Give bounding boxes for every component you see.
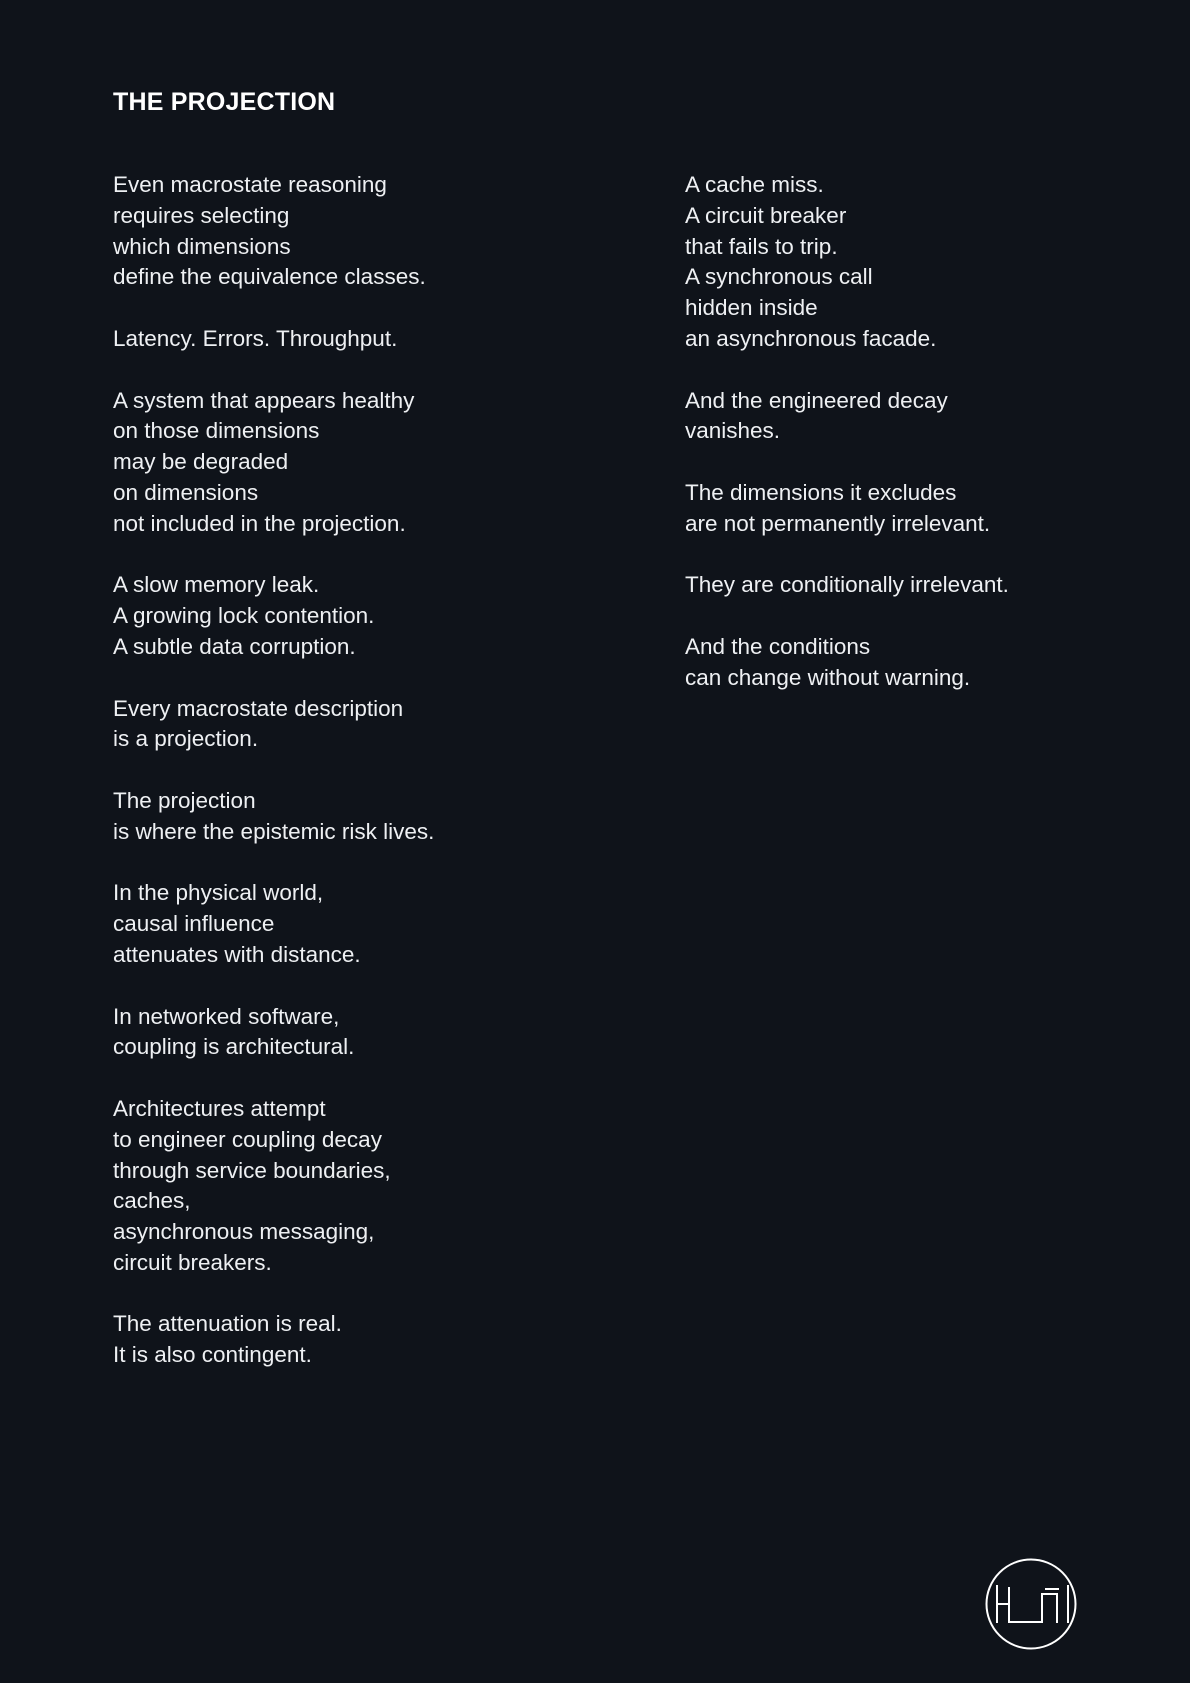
stanza [685,632,1165,694]
verse-line: an asynchronous facade. [685,325,937,351]
verse-line: hidden inside [685,295,818,321]
stanza [113,1002,593,1064]
verse-line: is a projection. [113,726,259,752]
verse-line: on those dimensions [113,418,320,444]
verse-line: A synchronous call [685,264,873,290]
stanza [113,170,593,293]
stanza [113,570,593,662]
stanza [113,324,593,355]
stanza [113,786,593,848]
verse-line: A slow memory leak. [113,572,320,598]
stanza [113,1309,593,1371]
verse-line: vanishes. [685,418,781,444]
verse-line: In the physical world, [113,880,324,906]
verse-line: that fails to trip. [685,233,838,259]
verse-line: define the equivalence classes. [113,264,426,290]
verse-line: The dimensions it excludes [685,479,957,505]
stanza [685,570,1165,601]
verse-line: It is also contingent. [113,1342,312,1368]
stanza [685,478,1165,540]
verse-line: caches, [113,1188,191,1214]
verse-line: can change without warning. [685,664,971,690]
verse-line: coupling is architectural. [113,1034,355,1060]
verse-line: They are conditionally irrelevant. [685,572,1009,598]
verse-line: to engineer coupling decay [113,1126,382,1152]
verse-line: And the engineered decay [685,387,948,413]
verse-line: which dimensions [113,233,291,259]
verse-line: requires selecting [113,202,290,228]
verse-line: The attenuation is real. [113,1311,342,1337]
stanza [113,878,593,970]
verse-line: asynchronous messaging, [113,1219,375,1245]
left-column [113,170,593,1402]
stanza [685,386,1165,448]
verse-line: through service boundaries, [113,1157,391,1183]
circle-monogram-logo-icon [984,1557,1078,1651]
verse-line: Every macrostate description [113,695,404,721]
verse-line: are not permanently irrelevant. [685,510,991,536]
verse-line: And the conditions [685,633,871,659]
verse-line: In networked software, [113,1003,340,1029]
verse-line: may be degraded [113,449,289,475]
verse-line: circuit breakers. [113,1249,272,1275]
verse-line: on dimensions [113,479,259,505]
verse-line: is where the epistemic risk lives. [113,818,435,844]
stanza [113,386,593,540]
stanza [113,1094,593,1279]
verse-line: The projection [113,787,256,813]
verse-line: attenuates with distance. [113,941,361,967]
verse-line: A subtle data corruption. [113,633,356,659]
verse-line: causal influence [113,911,275,937]
page-title: THE PROJECTION [113,88,336,116]
verse-line: A system that appears healthy [113,387,415,413]
verse-line: Architectures attempt [113,1095,326,1121]
verse-line: A cache miss. [685,172,824,197]
verse-line: Latency. Errors. Throughput. [113,325,398,351]
verse-line: Even macrostate reasoning [113,172,387,197]
verse-line: A circuit breaker [685,202,847,228]
right-column [685,170,1165,724]
stanza [113,694,593,756]
verse-line: not included in the projection. [113,510,406,536]
verse-line: A growing lock contention. [113,603,375,629]
stanza [685,170,1165,355]
